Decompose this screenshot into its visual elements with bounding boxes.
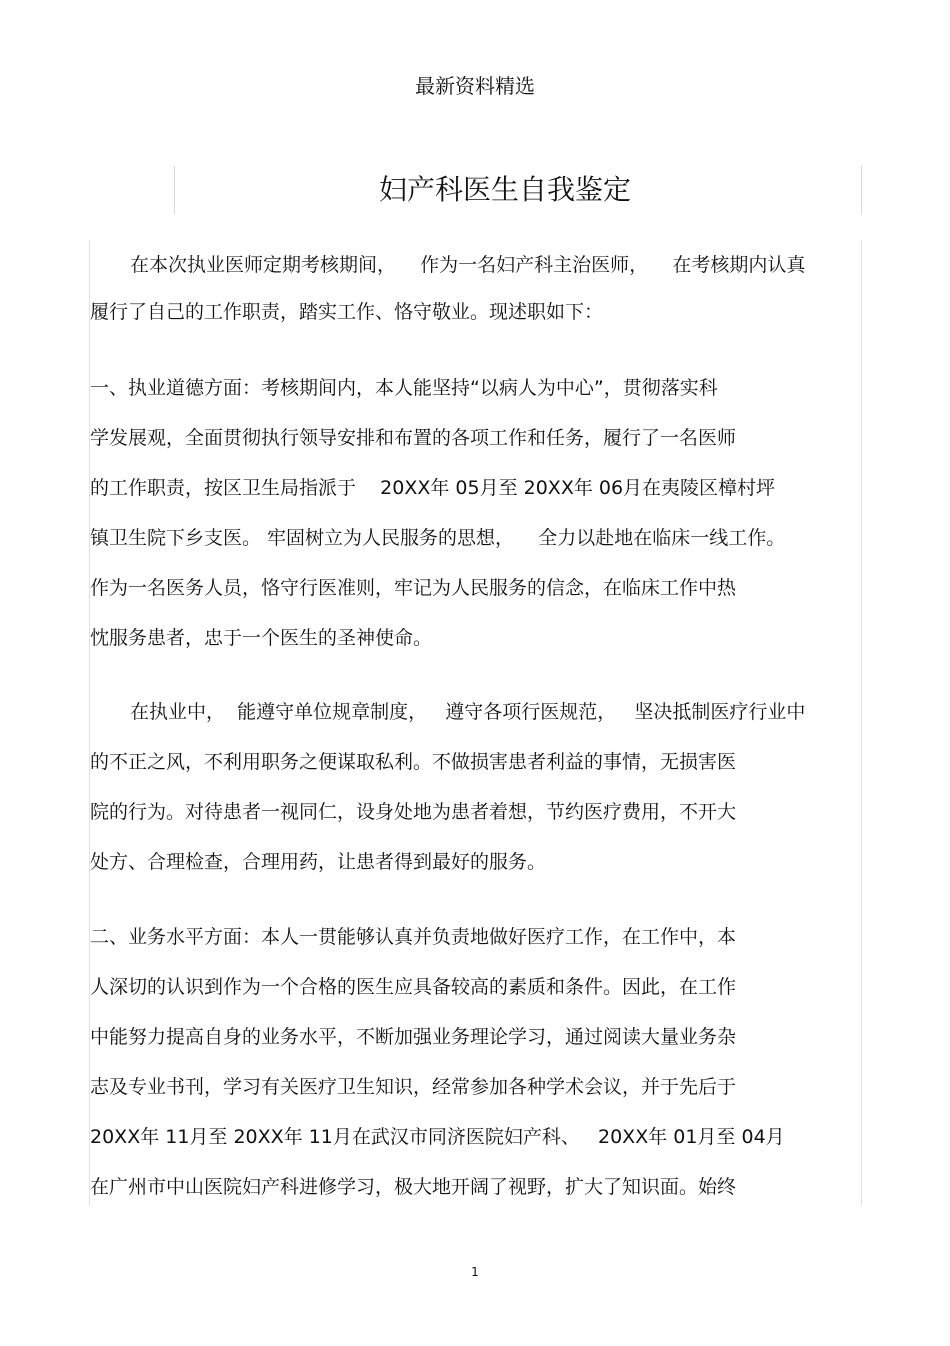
paragraph-line: 20XX年 11月至 20XX年 11月在武汉市同济医院妇产科、 20XX年 01月至 04月 — [90, 1126, 785, 1148]
paragraph-line: 院的行为。对待患者一视同仁，设身处地为患者着想，节约医疗费用，不开大 — [90, 801, 737, 823]
paragraph-line: 履行了自己的工作职责，踏实工作、恪守敬业。现述职如下： — [90, 301, 604, 323]
paragraph-line: 镇卫生院下乡支医。 牢固树立为人民服务的思想， 全力以赴地在临床一线工作。 — [90, 527, 786, 549]
paragraph-line: 作为一名医务人员，恪守行医准则，牢记为人民服务的信念，在临床工作中热 — [90, 577, 737, 599]
paragraph-line: 在本次执业医师定期考核期间， 作为一名妇产科主治医师， 在考核期内认真 — [130, 254, 806, 276]
paragraph-line: 的工作职责，按区卫生局指派于 20XX年 05月至 20XX年 06月在夷陵区樟村坪 — [90, 477, 776, 499]
document-title: 妇产科医生自我鉴定 — [378, 173, 631, 206]
paragraph-line: 人深切的认识到作为一个合格的医生应具备较高的素质和条件。因此，在工作 — [90, 976, 737, 998]
paragraph-line: 中能努力提高自身的业务水平，不断加强业务理论学习，通过阅读大量业务杂 — [90, 1026, 737, 1048]
paragraph-line: 学发展观，全面贯彻执行领导安排和布置的各项工作和任务，履行了一名医师 — [90, 427, 737, 449]
paragraph-line: 忱服务患者，忠于一个医生的圣神使命。 — [90, 627, 433, 649]
page-header: 最新资料精选 — [415, 74, 535, 98]
paragraph-line: 志及专业书刊，学习有关医疗卫生知识，经常参加各种学术会议，并于先后于 — [90, 1076, 737, 1098]
paragraph-line: 在广州市中山医院妇产科进修学习，极大地开阔了视野，扩大了知识面。始终 — [90, 1176, 737, 1198]
paragraph-line: 处方、合理检查，合理用药，让患者得到最好的服务。 — [90, 851, 547, 873]
page-number: 1 — [471, 1265, 479, 1279]
paragraph-line: 一、执业道德方面：考核期间内，本人能坚持“以病人为中心”，贯彻落实科 — [90, 377, 718, 399]
paragraph-line: 二、业务水平方面：本人一贯能够认真并负责地做好医疗工作，在工作中，本 — [90, 926, 737, 948]
paragraph-line: 的不正之风，不利用职务之便谋取私利。不做损害患者利益的事情，无损害医 — [90, 751, 737, 773]
paragraph-line: 在执业中， 能遵守单位规章制度， 遵守各项行医规范， 坚决抵制医疗行业中 — [130, 701, 806, 723]
